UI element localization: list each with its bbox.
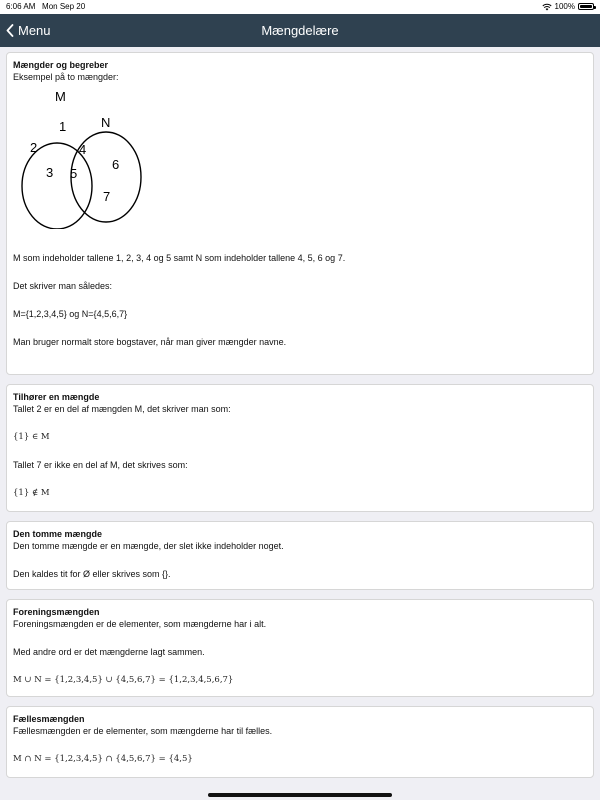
section-paragraph: Den tomme mængde er en mængde, der slet ikke indeholder noget. — [13, 541, 284, 551]
home-indicator[interactable] — [208, 793, 392, 797]
status-indicators — [542, 2, 594, 11]
section-card-empty-set — [6, 521, 594, 590]
section-card-sets — [6, 52, 594, 375]
section-paragraph: Fællesmængden er de elementer, som mængderne har til fælles. — [13, 726, 273, 736]
venn-element: 5 — [70, 166, 78, 181]
section-paragraph: Tallet 2 er en del af mængden M, det skriver man som: — [13, 404, 231, 414]
set-m-label: M — [55, 89, 66, 104]
page-title: Mængdelære — [261, 23, 339, 38]
section-paragraph: Det skriver man således: — [13, 281, 113, 291]
venn-diagram — [17, 89, 147, 229]
chevron-left-icon — [6, 24, 14, 37]
section-formula: M ∩ N = {1,2,3,4,5} ∩ {4,5,6,7} = {4,5} — [13, 754, 193, 764]
section-formula: {1} ∈ M — [13, 432, 50, 442]
status-date: Mon Sep 20 — [42, 2, 86, 11]
section-formula: M ∪ N = {1,2,3,4,5} ∪ {4,5,6,7} = {1,2,3,4,5,6,7} — [13, 675, 234, 685]
section-paragraph: Tallet 7 er ikke en del af M, det skrives som: — [13, 460, 188, 470]
venn-element: 1 — [59, 119, 67, 134]
section-card-membership — [6, 384, 594, 512]
section-paragraph: M som indeholder tallene 1, 2, 3, 4 og 5 samt N som indeholder tallene 4, 5, 6 og 7. — [13, 253, 346, 263]
status-time — [6, 2, 85, 11]
battery-percent: 100% — [554, 2, 575, 11]
venn-element: 2 — [30, 140, 38, 155]
section-title: Mængder og begreber — [13, 60, 109, 70]
back-button-label: Menu — [18, 23, 51, 38]
status-bar — [0, 0, 600, 14]
section-paragraph: Foreningsmængden er de elementer, som mængderne har i alt. — [13, 619, 267, 629]
section-formula: M={1,2,3,4,5} og N={4,5,6,7} — [13, 309, 128, 319]
section-intro: Eksempel på to mængder: — [13, 72, 119, 82]
status-clock: 6:06 AM — [6, 2, 36, 11]
battery-icon — [578, 3, 594, 10]
section-paragraph: Man bruger normalt store bogstaver, når man giver mængder navne. — [13, 337, 287, 347]
section-paragraph: Den kaldes tit for Ø eller skrives som {}. — [13, 569, 171, 579]
section-title: Tilhører en mængde — [13, 392, 100, 402]
venn-element: 6 — [112, 157, 120, 172]
section-title: Den tomme mængde — [13, 529, 103, 539]
section-title: Fællesmængden — [13, 714, 85, 724]
section-card-intersection — [6, 706, 594, 778]
set-n-label: N — [101, 115, 111, 130]
section-card-union — [6, 599, 594, 697]
back-button[interactable] — [6, 14, 51, 47]
section-formula: {1} ∉ M — [13, 488, 50, 498]
wifi-icon — [542, 3, 552, 11]
content-list[interactable] — [6, 52, 594, 787]
venn-element: 7 — [103, 189, 111, 204]
venn-element: 4 — [79, 142, 87, 157]
venn-element: 3 — [46, 165, 54, 180]
navigation-bar — [0, 14, 600, 47]
section-paragraph: Med andre ord er det mængderne lagt sammen. — [13, 647, 205, 657]
section-title: Foreningsmængden — [13, 607, 100, 617]
